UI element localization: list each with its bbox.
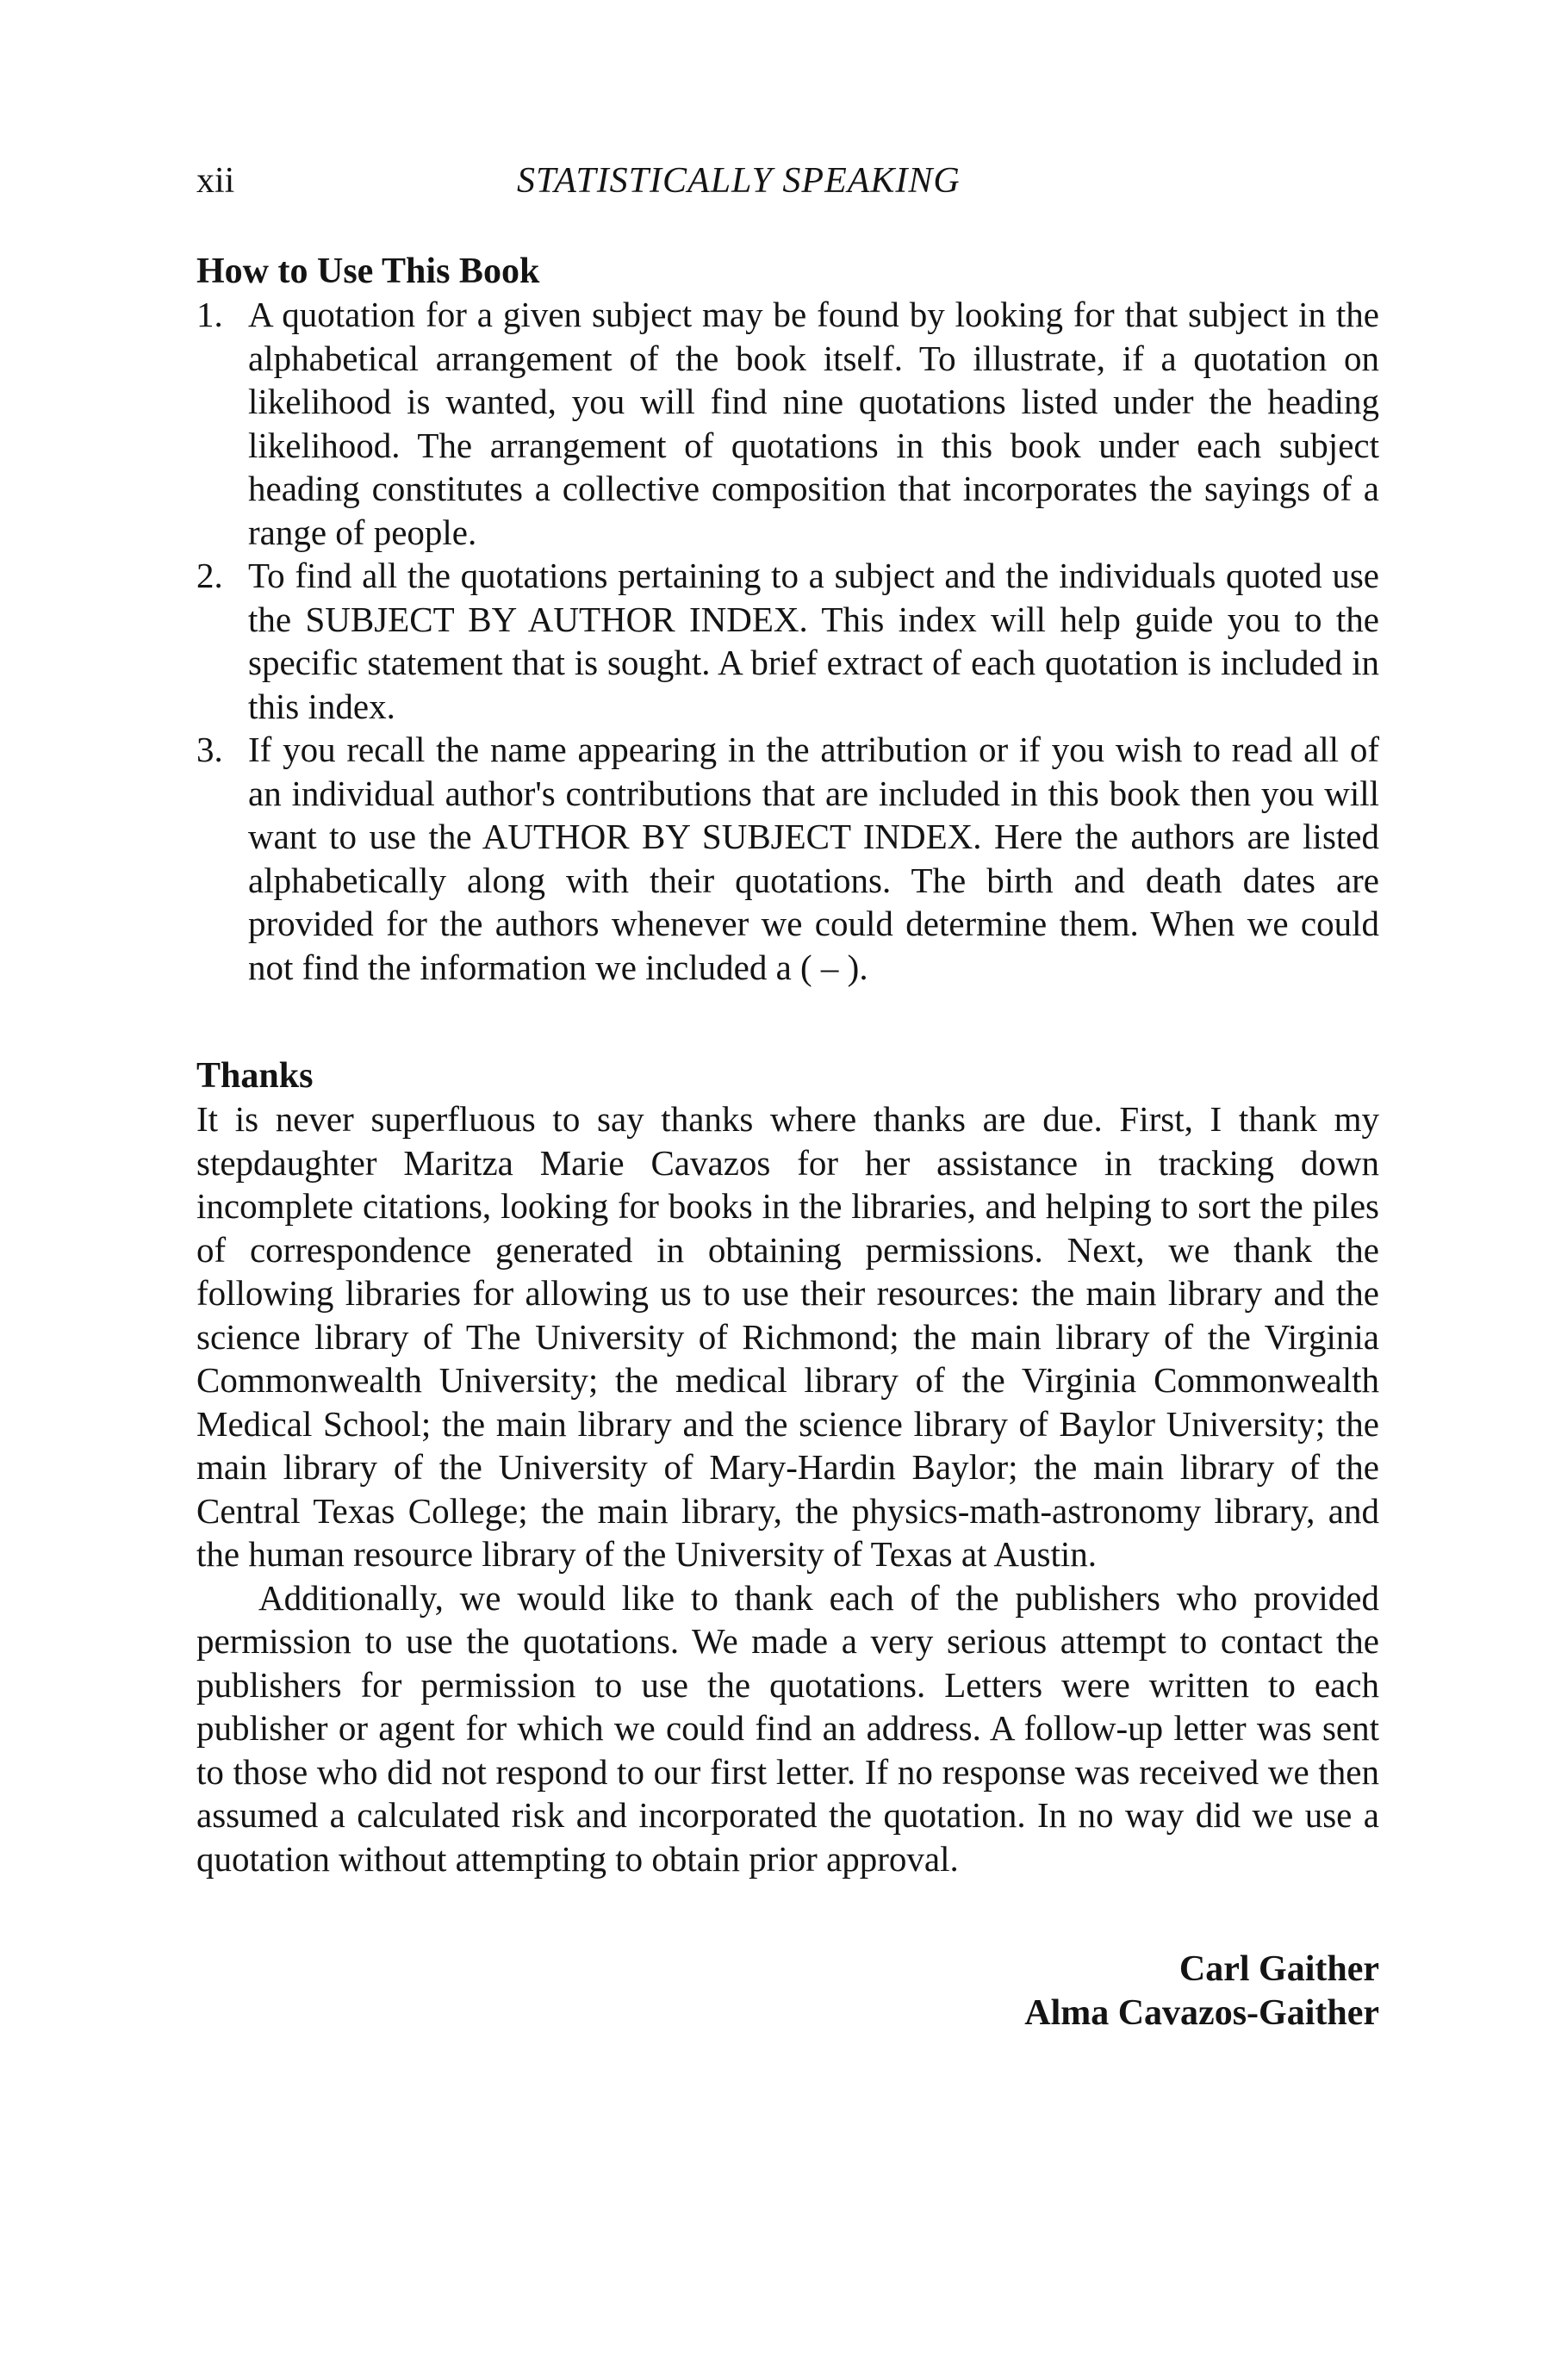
list-item-number: 3.: [196, 730, 223, 769]
list-item-text: To find all the quotations pertaining to a subject and the individuals quoted use the SUBJECT BY AUTHOR INDEX. This index will help guide you to the specific statement that is sought. A brief extract of each quotation is included in this index.: [248, 556, 1379, 726]
thanks-paragraph-1: It is never superfluous to say thanks where thanks are due. First, I thank my stepdaughter Maritza Marie Cavazos for her assistance in tracking down incomplete citations, looking for books in the libraries, and helping to sort the piles of correspondence generated in obtaining permissions. Next, we thank the following libraries for allowing us to use their resources: the main library and the science library of The University of Richmond; the main library of the Virginia Commonwealth University; the medical library of the Virginia Commonwealth Medical School; the main library and the science library of Baylor University; the main library of the University of Mary-Hardin Baylor; the main library of the Central Texas College; the main library, the physics-math-astronomy library, and the human resource library of the University of Texas at Austin.: [196, 1099, 1379, 1574]
list-item-number: 2.: [196, 556, 223, 595]
signature-author-2: Alma Cavazos-Gaither: [1024, 1993, 1379, 2033]
list-item-text: If you recall the name appearing in the attribution or if you wish to read all of an individual author's contributions that are included in this book then you will want to use the AUTHOR BY SUBJECT INDEX. Here the authors are listed alphabetically along with their quotations. The birth and death dates are provided for the authors whenever we could determine them. When we could not find the information we included a ( – ).: [248, 730, 1379, 987]
list-item-text: A quotation for a given subject may be found by looking for that subject in the alphabetical arrangement of the book itself. To illustrate, if a quotation on likelihood is wanted, you will find nine quotations listed under the heading likelihood. The arrangement of quotations in this book under each subject heading constitutes a collective composition that incorporates the sayings of a range of people.: [248, 295, 1379, 552]
thanks-heading: Thanks: [196, 1056, 314, 1096]
signature-block: [196, 1948, 1379, 2035]
list-item-number: 1.: [196, 295, 223, 334]
page-content: [196, 250, 1379, 2035]
list-item: [196, 293, 1379, 554]
list-item: [196, 554, 1379, 728]
signature-author-1: Carl Gaither: [1179, 1949, 1379, 1989]
list-item: [196, 728, 1379, 989]
running-head: [0, 160, 1561, 212]
thanks-paragraph-2: Additionally, we would like to thank each of the publishers who provided permission to use the quotations. We made a very serious attempt to contact the publishers for permission to use the quotations. Letters were written to each publisher or agent for which we could find an address. A follow-up letter was sent to those who did not respond to our first letter. If no response was received we then assumed a calculated risk and incorporated the quotation. In no way did we use a quotation without attempting to obtain prior approval.: [196, 1577, 1379, 1879]
running-title: STATISTICALLY SPEAKING: [517, 161, 961, 201]
how-to-use-heading: How to Use This Book: [196, 252, 540, 291]
page-number: xii: [196, 161, 235, 201]
how-to-use-list: [196, 293, 1379, 989]
